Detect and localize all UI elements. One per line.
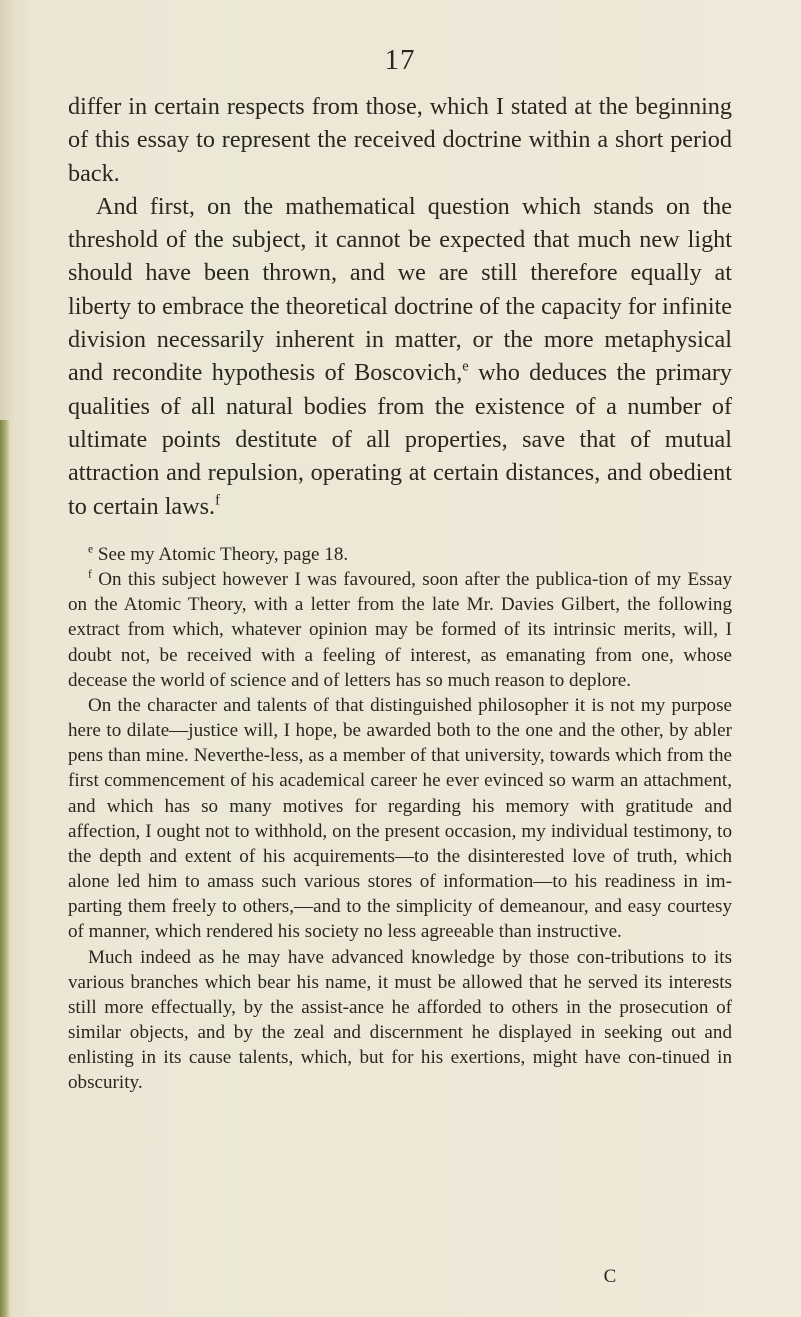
footnote-continuation (68, 945, 732, 1096)
footnote-text: On the character and talents of that distinguished philosopher it is not my purpose here to dilate—justice will, I hope, be awarded both to the one and the other, by abler pens than mine. Neverthe-less, as a member of that university, towards which from the first commencement of his academical career he ever evinced so warm an attachment, and which has so many motives for regarding his memory with gratitude and affection, I ought not to withhold, on the present occasion, my individual testimony, to the depth and extent of his acquirements—to the disinterested love of truth, which alone led him to amass such various stores of information—to his readiness in im-parting them freely to others,—and to the simplicity of demeanour, and easy courtesy of manner, which rendered his society no less agreeable than instructive. (68, 694, 732, 943)
footnote-text: Much indeed as he may have advanced knowledge by those con-tributions to its various branches which bear his name, it must be allowed that he served its interests still more effectually, by the assist-ance he afforded to others in the prosecution of similar objects, and by the zeal and discernment he displayed in seeking out and enlisting in its cause talents, which, but for his exertions, might have con-tinued in obscurity. (68, 946, 732, 1094)
footnote-continuation (68, 693, 732, 945)
footnote-marker: f (88, 568, 92, 581)
footnote-text: See my Atomic Theory, page 18. (93, 544, 349, 565)
body-paragraph (68, 90, 732, 190)
footnote-marker: e (88, 543, 94, 556)
body-paragraph (68, 190, 732, 523)
paragraph-text: And first, on the mathematical question which stands on the threshold of the subject, it cannot be expected that much new light should have been thrown, and we are still therefore equally at liberty to embrace the theoretical doctrine of the capacity for infinite division necessarily inherent in matter, or the more metaphysical and recondite hypothesis of Boscovich, (68, 192, 732, 387)
footnote-ref-f[interactable]: f (215, 492, 220, 509)
binding-gutter (0, 420, 10, 1317)
footnote-ref-e[interactable]: e (462, 358, 469, 375)
footnote-f (68, 567, 732, 693)
main-text (68, 90, 732, 523)
signature-mark: C (603, 1266, 617, 1287)
page-number: 17 (384, 44, 416, 76)
paragraph-text: who deduces the primary qualities of all natural bodies from the existence of a number of ultimate points destitute of all properties, save that of mutual attraction and repulsion, operating at certain distances, and obedient to certain laws. (68, 359, 732, 520)
paragraph-text: differ in certain respects from those, which I stated at the beginning of this essay to represent the received doctrine within a short period back. (68, 93, 732, 187)
footnote-text: On this subject however I was favoured, soon after the publica-tion of my Essay on the Atomic Theory, with a letter from the late Mr. Davies Gilbert, the following extract from which, whatever opinion may be formed of its intrinsic merits, will, I doubt not, be received with a feeling of interest, as emanating from one, whose decease the world of science and of letters has so much reason to deplore. (68, 569, 732, 691)
footnote-e (68, 542, 732, 567)
footnotes (68, 542, 732, 1095)
